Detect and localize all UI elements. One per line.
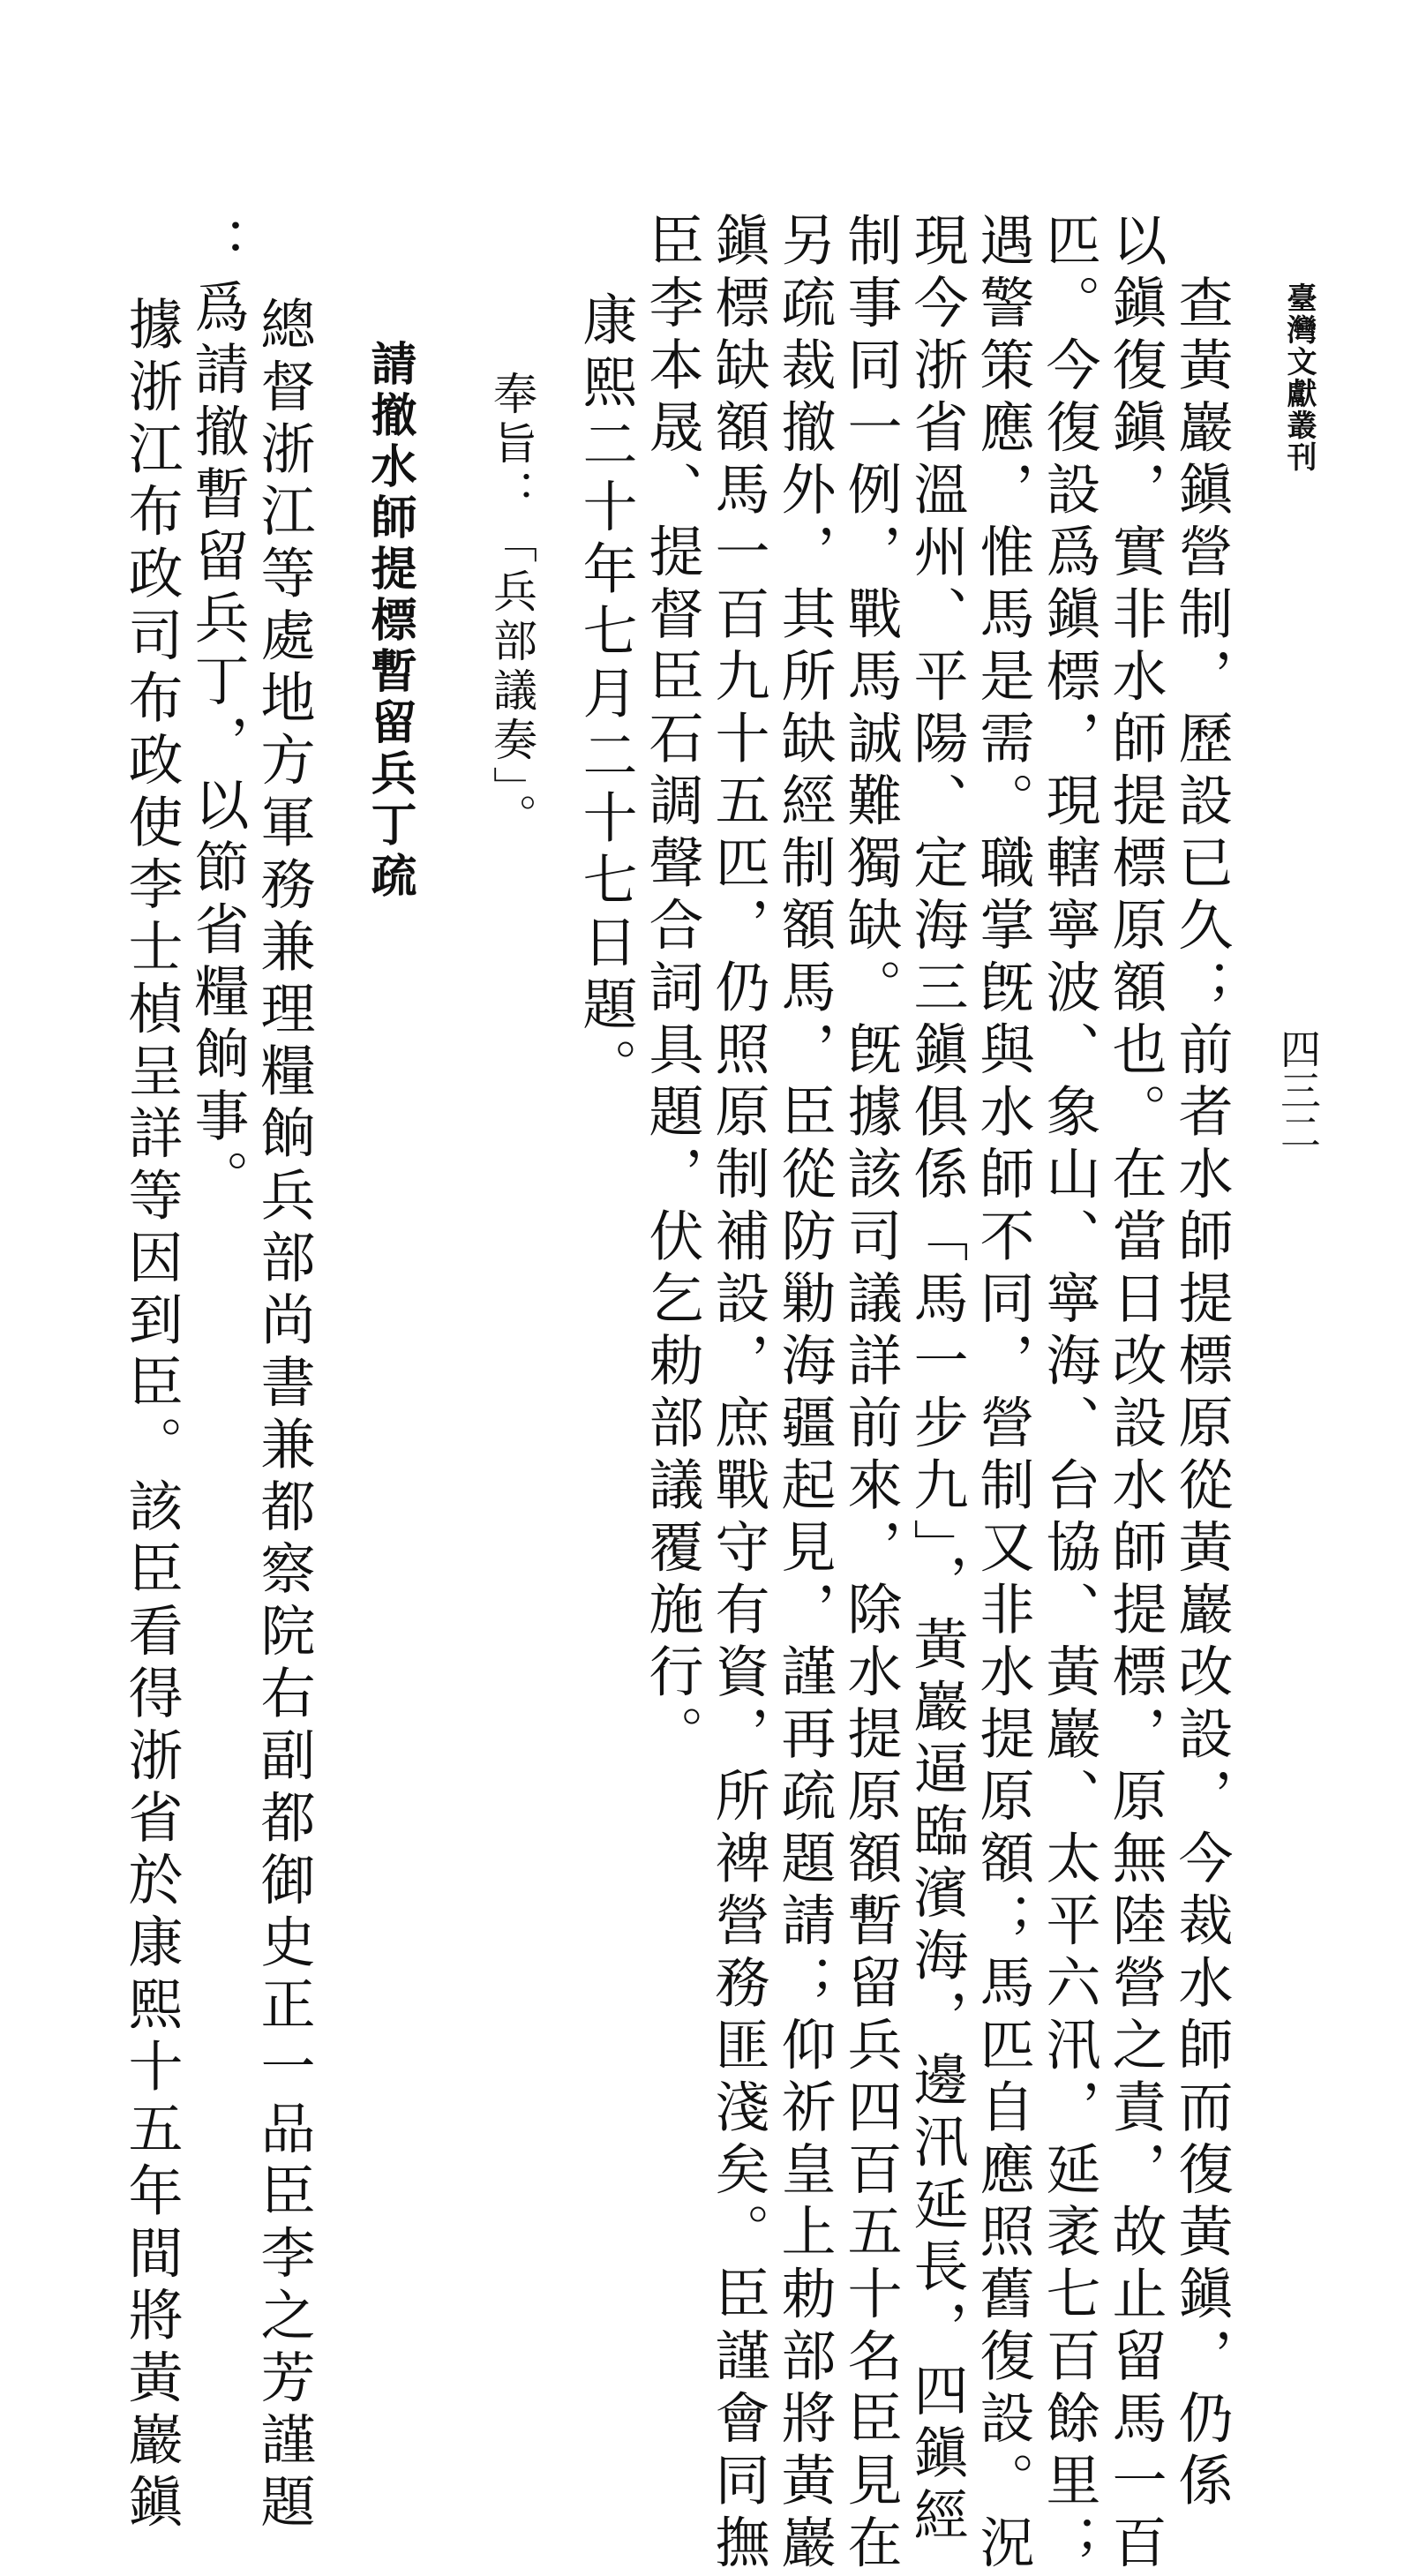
text-column: 制事同一例，戰馬誠難獨缺。旣據該司議詳前來，除水提原額暫留兵四百五十名臣見在: [838, 212, 903, 2576]
text-column: 查黃巖鎭營制，歷設已久；前者水師提標原從黃巖改設，今裁水師而復黃鎭，仍係: [1169, 212, 1234, 2514]
text-column: ：爲請撤暫留兵丁，以節省糧餉事。: [185, 216, 250, 1212]
text-column: 據浙江布政司布政使李士楨呈詳等因到臣。該臣看得浙省於康熙十五年間將黃巖鎭: [119, 296, 184, 2535]
text-column: 鎭標缺額馬一百九十五匹，仍照原制補設，庶戰守有資，所裨營務匪淺矣。臣謹會同撫: [706, 212, 770, 2576]
date-line: 康熙二十年七月二十七日題。: [574, 291, 638, 1100]
text-column: 另疏裁撤外，其所缺經制額馬，臣從防勦海疆起見，謹再疏題請；仰祈皇上勅部將黃巖: [772, 212, 837, 2576]
page-number: 四三二: [1274, 1028, 1322, 1153]
text-column: 現今浙省溫州、平陽、定海三鎭俱係「馬一步九」，黃巖逼臨濱海，邊汛延長，四鎭經: [904, 212, 969, 2549]
imperial-reply: 奉旨：「兵部議奏」。: [486, 371, 537, 843]
text-column: 總督浙江等處地方軍務兼理糧餉兵部尚書兼都察院右副都御史正一品臣李之芳謹題: [251, 296, 316, 2535]
series-title: 臺灣文獻叢刊: [1281, 282, 1317, 473]
text-column: 遇警策應，惟馬是需。職掌旣與水師不同，營制又非水提原額；馬匹自應照舊復設。況: [971, 212, 1035, 2576]
text-column: 匹。今復設爲鎭標，現轄寧波、象山、寧海、台協、黃巖、太平六汛，延袤七百餘里；: [1037, 212, 1101, 2576]
text-column: 臣李本晟、提督臣石調聲合詞具題，伏乞勅部議覆施行。: [640, 212, 704, 1768]
text-column: 以鎭復鎭，實非水師提標原額也。在當日改設水師提標，原無陸營之責，故止留馬一百: [1103, 212, 1167, 2576]
section-title: 請撤水師提標暫留兵丁疏: [363, 340, 417, 903]
